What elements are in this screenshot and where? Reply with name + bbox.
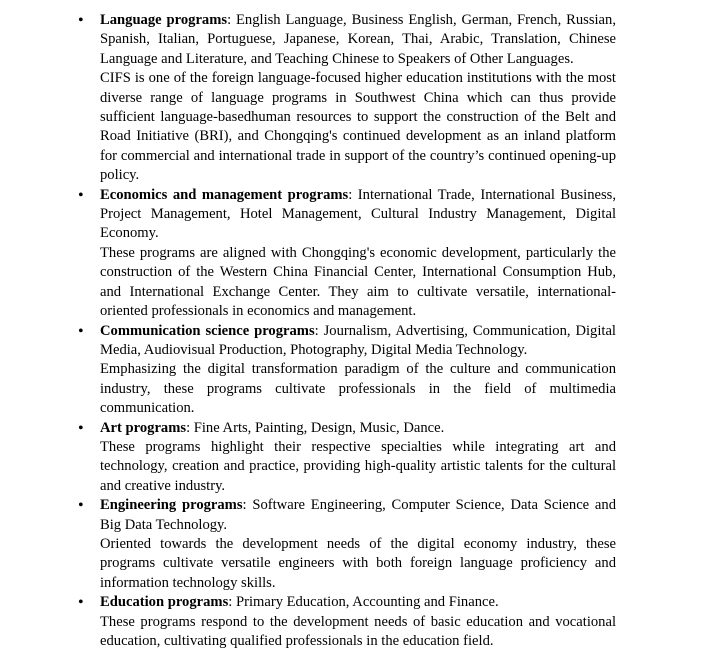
bullet-icon: •: [78, 594, 84, 612]
list-item-economics-management-programs: [0, 186, 714, 322]
list-item-engineering-programs: [0, 496, 714, 593]
program-majors: : Journalism, Advertising, Communication, Digital Media, Audiovisual Production, Photography, Digital Media Technology.: [100, 322, 616, 358]
program-description: CIFS is one of the foreign language-focused higher education institutions with the most diverse range of language programs in Southwest China which can thus provide sufficient language-basedhuman resources to support the construction of the Belt and Road Initiative (BRI), and Chongqing's continued development as an inland platform for commercial and international trade in support of the country’s continued opening-up policy.: [100, 70, 616, 184]
bullet-icon: •: [78, 322, 84, 340]
bullet-icon: •: [78, 12, 84, 29]
list-item-communication-science-programs: [0, 322, 714, 419]
list-item-art-programs: [0, 419, 714, 497]
program-title: Language programs: [100, 12, 228, 28]
document-body: [0, 11, 714, 651]
bullet-icon: •: [78, 186, 84, 204]
program-title: Engineering programs: [100, 497, 243, 514]
program-description: These programs highlight their respective specialties while integrating art and technology, creation and practice, providing high-quality artistic talents for the cultural and creative industry.: [100, 438, 616, 494]
program-title: Communication science programs: [100, 322, 315, 339]
list-item-education-programs: [0, 593, 714, 651]
program-majors: : Software Engineering, Computer Science, Data Science and Big Data Technology.: [100, 497, 617, 533]
bullet-icon: •: [78, 497, 84, 515]
program-title: Art programs: [100, 419, 187, 436]
program-description: These programs are aligned with Chongqing's economic development, particularly the construction of the Western China Financial Center, International Consumption Hub, and International Exchange Center. They aim to cultivate versatile, international-oriented professionals in economics and management.: [100, 244, 616, 320]
program-description: These programs respond to the development needs of basic education and vocational education, cultivating qualified professionals in the education field.: [100, 613, 616, 649]
program-majors: : International Trade, International Business, Project Management, Hotel Management, Cultural Industry Management, Digital Economy.: [100, 186, 616, 242]
program-description: Oriented towards the development needs of the digital economy industry, these programs cultivate versatile engineers with both foreign language proficiency and information technology skills.: [100, 535, 616, 591]
list-item-language-programs: [0, 11, 714, 186]
program-majors: : English Language, Business English, German, French, Russian, Spanish, Italian, Portuguese, Japanese, Korean, Thai, Arabic, Translation, Chinese Language and Literature, and Teaching Chinese to Speakers of Other Languages.: [100, 12, 616, 67]
bullet-icon: •: [78, 419, 84, 437]
program-description: Emphasizing the digital transformation paradigm of the culture and communication industry, these programs cultivate professionals in the field of multimedia communication.: [100, 361, 616, 417]
program-majors: : Fine Arts, Painting, Design, Music, Dance.: [186, 419, 445, 436]
program-title: Economics and management programs: [100, 186, 349, 203]
program-title: Education programs: [100, 594, 229, 611]
program-list: [0, 11, 714, 651]
program-majors: : Primary Education, Accounting and Finance.: [228, 594, 499, 611]
